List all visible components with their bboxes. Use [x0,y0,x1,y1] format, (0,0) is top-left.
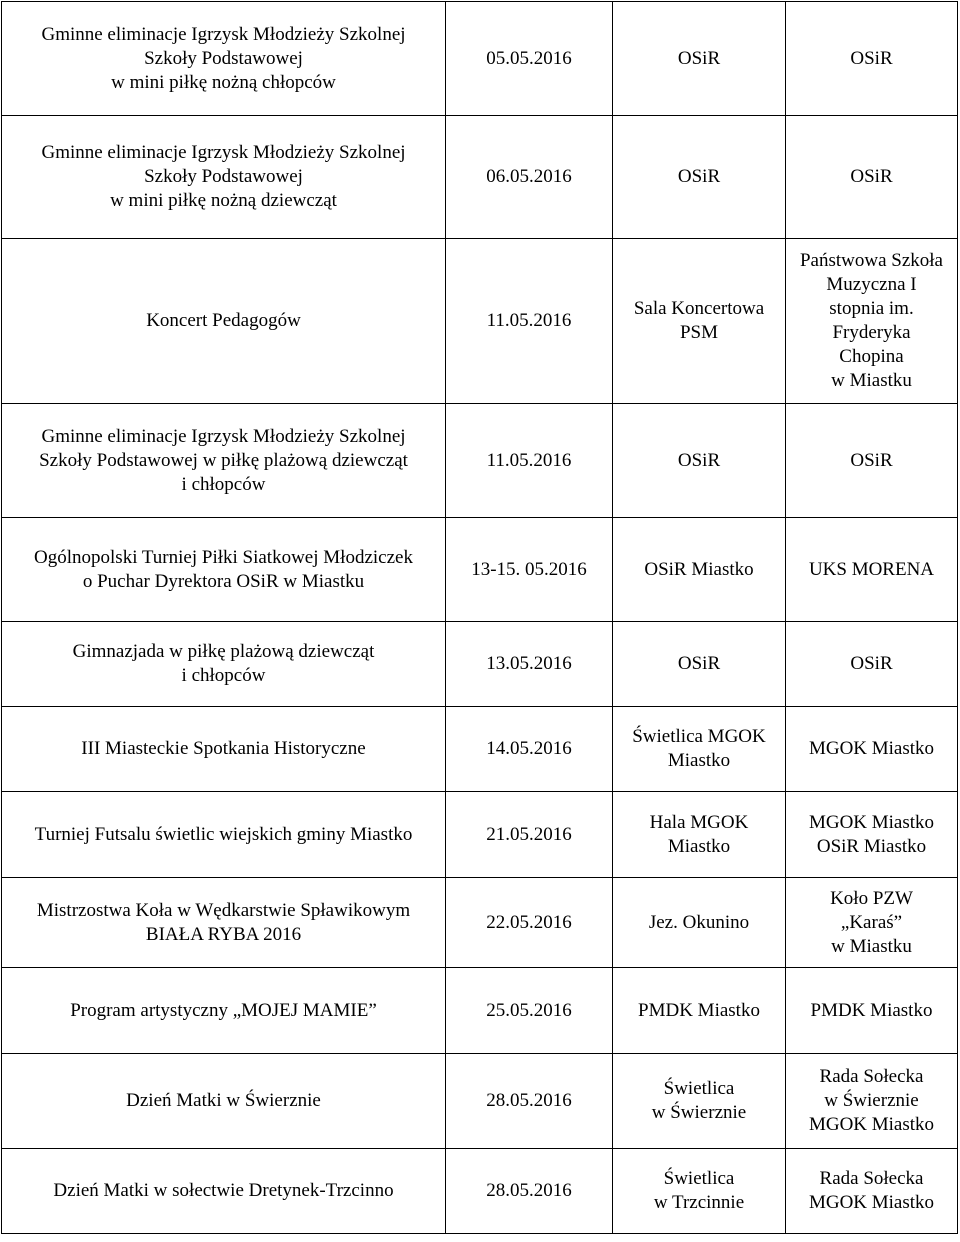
event-date-cell: 14.05.2016 [446,707,613,792]
event-organizer-cell: Państwowa Szkoła Muzyczna I stopnia im. Fryderyka Chopina w Miastku [786,239,958,404]
event-name-cell: Mistrzostwa Koła w Wędkarstwie Spławikowym BIAŁA RYBA 2016 [2,878,446,968]
event-place-cell: OSiR [613,2,786,116]
event-organizer-cell: OSiR [786,2,958,116]
event-date-cell: 13.05.2016 [446,622,613,707]
event-name-cell: Gminne eliminacje Igrzysk Młodzieży Szkolnej Szkoły Podstawowej w piłkę plażową dziewcząt i chłopców [2,404,446,518]
table-row [2,622,958,707]
event-name-cell: Gimnazjada w piłkę plażową dziewcząt i chłopców [2,622,446,707]
event-organizer-cell: Rada Sołecka w Świerznie MGOK Miastko [786,1054,958,1149]
event-date-cell: 25.05.2016 [446,968,613,1054]
event-name-cell: Gminne eliminacje Igrzysk Młodzieży Szkolnej Szkoły Podstawowej w mini piłkę nożną chłopców [2,2,446,116]
event-date-cell: 11.05.2016 [446,404,613,518]
table-row [2,239,958,404]
table-row [2,404,958,518]
table-row [2,792,958,878]
event-place-cell: OSiR [613,116,786,239]
event-name-cell: III Miasteckie Spotkania Historyczne [2,707,446,792]
event-name-cell: Koncert Pedagogów [2,239,446,404]
event-organizer-cell: OSiR [786,116,958,239]
event-date-cell: 05.05.2016 [446,2,613,116]
event-place-cell: Świetlica w Trzcinnie [613,1149,786,1234]
table-row [2,1149,958,1234]
event-name-cell: Gminne eliminacje Igrzysk Młodzieży Szkolnej Szkoły Podstawowej w mini piłkę nożną dziewcząt [2,116,446,239]
event-place-cell: Świetlica MGOK Miastko [613,707,786,792]
event-name-cell: Program artystyczny „MOJEJ MAMIE” [2,968,446,1054]
event-date-cell: 21.05.2016 [446,792,613,878]
event-organizer-cell: Rada Sołecka MGOK Miastko [786,1149,958,1234]
event-date-cell: 28.05.2016 [446,1149,613,1234]
event-date-cell: 28.05.2016 [446,1054,613,1149]
event-organizer-cell: PMDK Miastko [786,968,958,1054]
table-row [2,2,958,116]
table-row [2,968,958,1054]
event-place-cell: OSiR [613,404,786,518]
event-organizer-cell: UKS MORENA [786,518,958,622]
event-organizer-cell: OSiR [786,622,958,707]
event-date-cell: 06.05.2016 [446,116,613,239]
event-place-cell: Sala Koncertowa PSM [613,239,786,404]
table-row [2,878,958,968]
event-place-cell: Jez. Okunino [613,878,786,968]
event-name-cell: Ogólnopolski Turniej Piłki Siatkowej Młodziczek o Puchar Dyrektora OSiR w Miastku [2,518,446,622]
event-place-cell: OSiR [613,622,786,707]
table-row [2,116,958,239]
event-name-cell: Turniej Futsalu świetlic wiejskich gminy Miastko [2,792,446,878]
event-date-cell: 22.05.2016 [446,878,613,968]
table-row [2,1054,958,1149]
event-organizer-cell: MGOK Miastko OSiR Miastko [786,792,958,878]
table-row [2,707,958,792]
event-organizer-cell: Koło PZW „Karaś” w Miastku [786,878,958,968]
event-organizer-cell: MGOK Miastko [786,707,958,792]
event-place-cell: Hala MGOK Miastko [613,792,786,878]
event-place-cell: PMDK Miastko [613,968,786,1054]
event-date-cell: 13-15. 05.2016 [446,518,613,622]
event-organizer-cell: OSiR [786,404,958,518]
event-place-cell: Świetlica w Świerznie [613,1054,786,1149]
event-name-cell: Dzień Matki w sołectwie Dretynek-Trzcinno [2,1149,446,1234]
events-table [1,1,958,1234]
event-date-cell: 11.05.2016 [446,239,613,404]
table-row [2,518,958,622]
event-place-cell: OSiR Miastko [613,518,786,622]
event-name-cell: Dzień Matki w Świerznie [2,1054,446,1149]
